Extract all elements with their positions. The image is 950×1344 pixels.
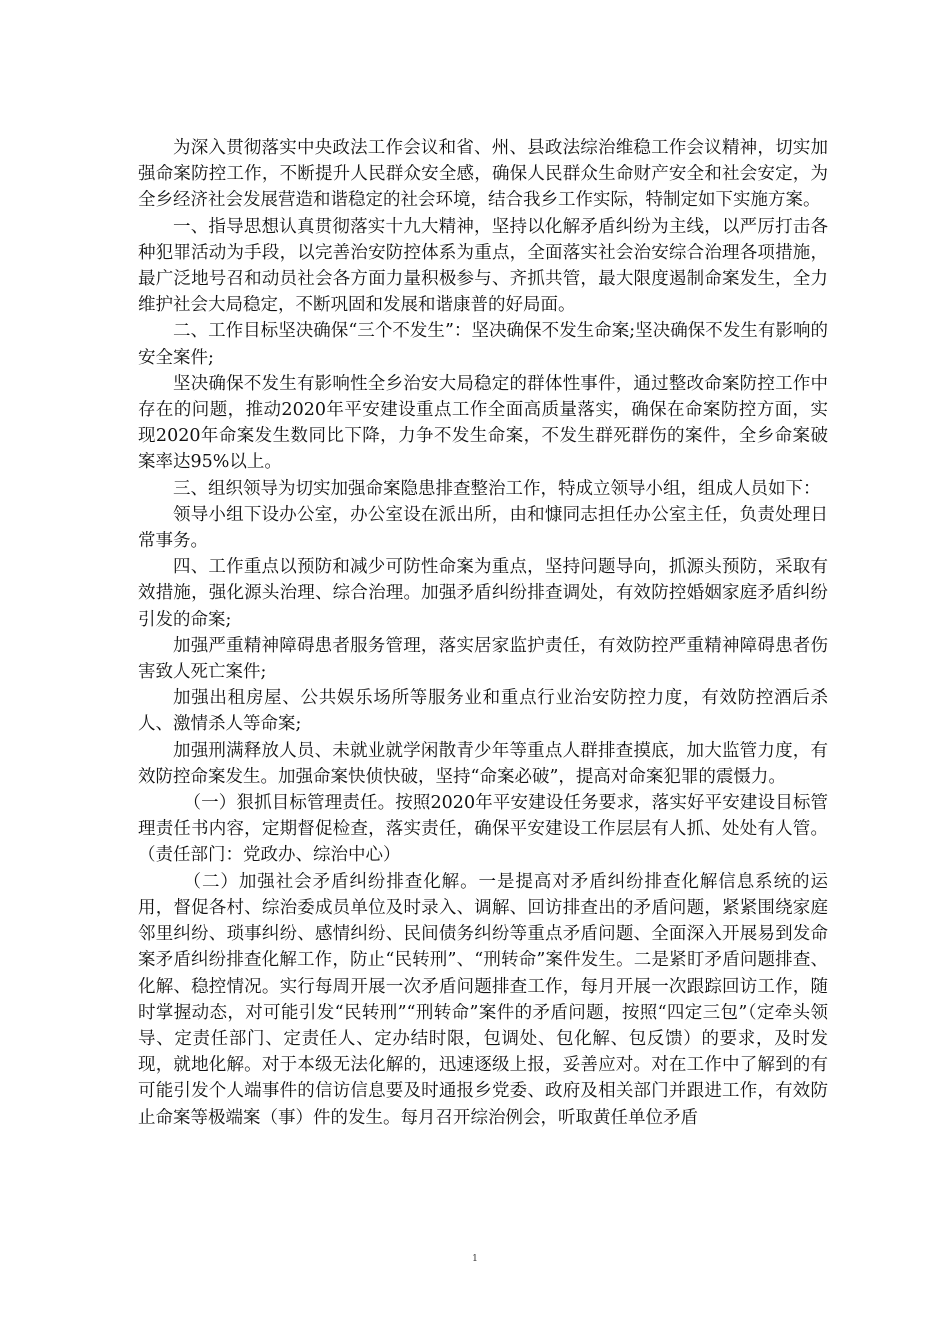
document-body [138,135,828,1131]
paragraph-mental-health: 加强严重精神障碍患者服务管理，落实居家监护责任，有效防控严重精神障碍患者伤害致人死亡案件; [138,635,828,683]
paragraph-intro: 为深入贯彻落实中央政法工作会议和省、州、县政法综治维稳工作会议精神，切实加强命案防控工作，不断提升人民群众安全感，确保人民群众生命财产安全和社会安定，为全乡经济社会发展营造和谐稳定的社会环境，结合我乡工作实际，特制定如下实施方案。 [138,138,828,211]
paragraph-guiding-ideology: 一、指导思想认真贯彻落实十九大精神，坚持以化解矛盾纠纷为主线，以严厉打击各种犯罪活动为手段，以完善治安防控体系为重点，全面落实社会治安综合治理各项措施，最广泛地号召和动员社会各方面力量积极参与、齐抓共管，最大限度遏制命案发生，全力维护社会大局稳定，不断巩固和发展和谐康普的好局面。 [138,216,828,316]
paragraph-office: 领导小组下设办公室，办公室设在派出所，由和慷同志担任办公室主任，负责处理日常事务。 [138,504,828,552]
paragraph-rental-housing: 加强出租房屋、公共娱乐场所等服务业和重点行业治安防控力度，有效防控酒后杀人、激情杀人等命案; [138,688,828,735]
paragraph-section-2: （二）加强社会矛盾纠纷排查化解。一是提高对矛盾纠纷排查化解信息系统的运用，督促各村、综治委成员单位及时录入、调解、回访排查出的矛盾问题，紧紧围绕家庭邻里纠纷、琐事纠纷、感情纠纷、民间债务纠纷等重点矛盾问题、全面深入开展易到发命案矛盾纠纷排查化解工作，防止“民转刑”、“刑转命”案件发生。二是紧盯矛盾问题排查、化解、稳控情况。实行每周开展一次矛盾问题排查工作，每月开展一次跟踪回访工作，随时掌握动态，对可能引发“民转刑”“刑转命”案件的矛盾问题，按照“四定三包”（定牵头领导、定责任部门、定责任人、定办结时限，包调处、包化解、包反馈）的要求，及时发现，就地化解。对于本级无法化解的，迅速逐级上报，妥善应对。对在工作中了解到的有可能引发个人端事件的信访信息要及时通报乡党委、政府及相关部门并跟进工作，有效防止命案等极端案（事）件的发生。每月召开综治例会，听取黄任单位矛盾 [138,871,828,1128]
paragraph-key-groups: 加强刑满释放人员、未就业就学闲散青少年等重点人群排查摸底，加大监管力度，有效防控命案发生。加强命案快侦快破，坚持“命案必破”，提高对命案犯罪的震慑力。 [138,740,828,787]
paragraph-work-goals-detail: 坚决确保不发生有影响性全乡治安大局稳定的群体性事件，通过整改命案防控工作中存在的问题，推动2020年平安建设重点工作全面高质量落实，确保在命案防控方面，实现2020年命案发生数同比下降，力争不发生命案，不发生群死群伤的案件，全乡命案破案率达95%以上。 [138,373,828,473]
paragraph-organization: 三、组织领导为切实加强命案隐患排查整治工作，特成立领导小组，组成人员如下： [173,478,821,499]
paragraph-key-work: 四、工作重点以预防和减少可防性命案为重点，坚持问题导向，抓源头预防，采取有效措施，强化源头治理、综合治理。加强矛盾纠纷排查调处，有效防控婚姻家庭矛盾纠纷引发的命案; [138,557,828,630]
page-number: 1 [472,1254,478,1264]
paragraph-work-goals: 二、工作目标坚决确保“三个不发生”：坚决确保不发生命案;坚决确保不发生有影响的安全案件; [138,321,828,368]
paragraph-section-1: （一）狠抓目标管理责任。按照2020年平安建设任务要求，落实好平安建设目标管理责任书内容，定期督促检查，落实责任，确保平安建设工作层层有人抓、处处有人管。（责任部门：党政办、综治中心） [138,793,828,866]
